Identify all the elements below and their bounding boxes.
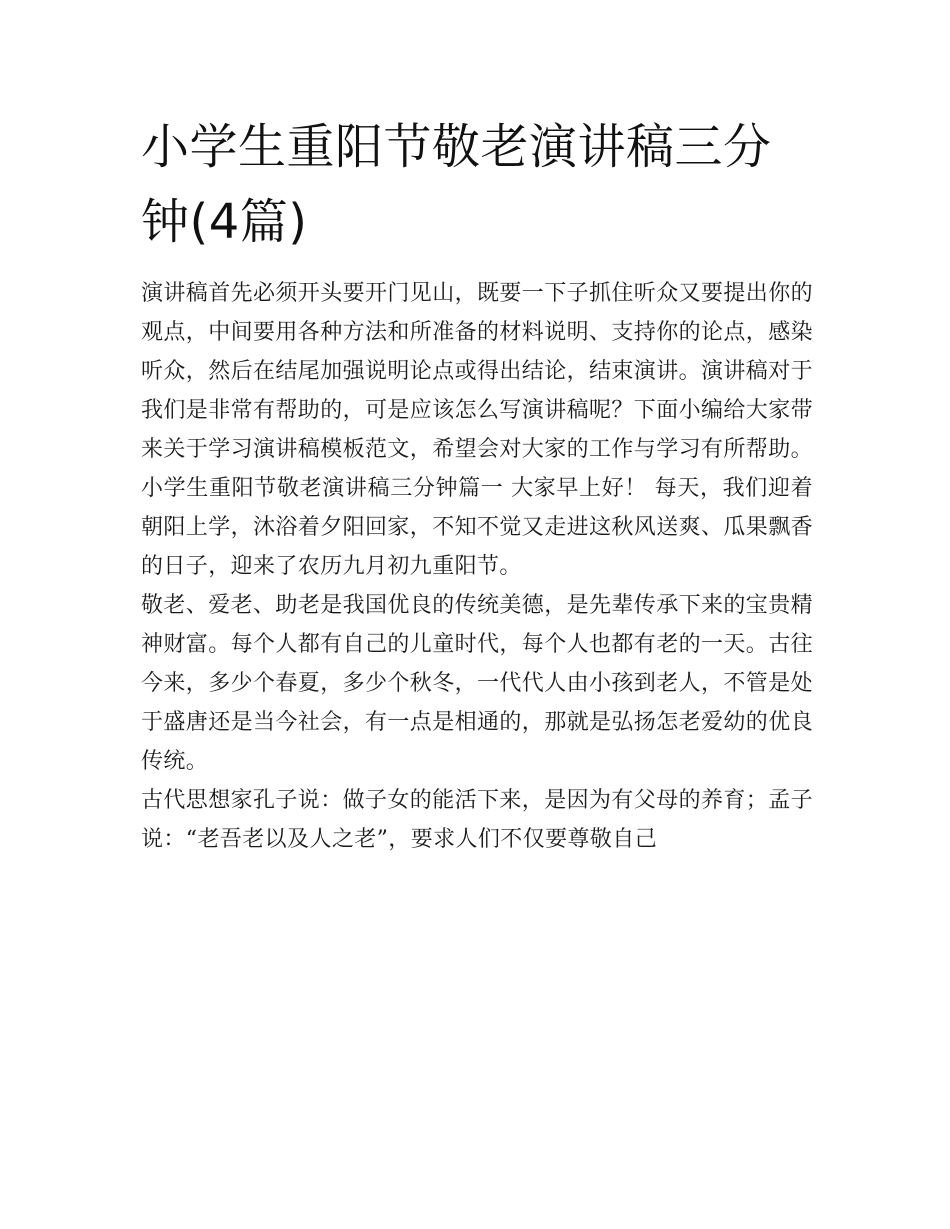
document-title: 小学生重阳节敬老演讲稿三分钟(4篇)	[141, 119, 772, 250]
paragraph-confucius: 古代思想家孔子说：做子女的能活下来，是因为有父母的养育；孟子说：“老吾老以及人之老”，要求人们不仅要尊敬自己	[141, 788, 814, 852]
paragraph-intro: 演讲稿首先必须开头要开门见山，既要一下子抓住听众又要提出你的观点，中间要用各种方法和所准备的材料说明、支持你的论点，感染听众，然后在结尾加强说明论点或得出结论，结束演讲。演讲稿对于我们是非常有帮助的，可是应该怎么写演讲稿呢？下面小编给大家带来关于学习演讲稿模板范文，希望会对大家的工作与学习有所帮助。	[141, 281, 814, 462]
paragraph-respect-elders: 敬老、爱老、助老是我国优良的传统美德，是先辈传承下来的宝贵精神财富。每个人都有自己的儿童时代，每个人也都有老的一天。古往今来，多少个春夏，多少个秋冬，一代代人由小孩到老人，不管是处于盛唐还是当今社会，有一点是相通的，那就是弘扬怎老爱幼的优良传统。	[141, 593, 814, 774]
paragraph-speech-one: 小学生重阳节敬老演讲稿三分钟篇一 大家早上好！ 每天，我们迎着朝阳上学，沐浴着夕阳回家，不知不觉又走进这秋风送爽、瓜果飘香的日子，迎来了农历九月初九重阳节。	[141, 476, 814, 579]
document-body	[141, 110, 813, 859]
